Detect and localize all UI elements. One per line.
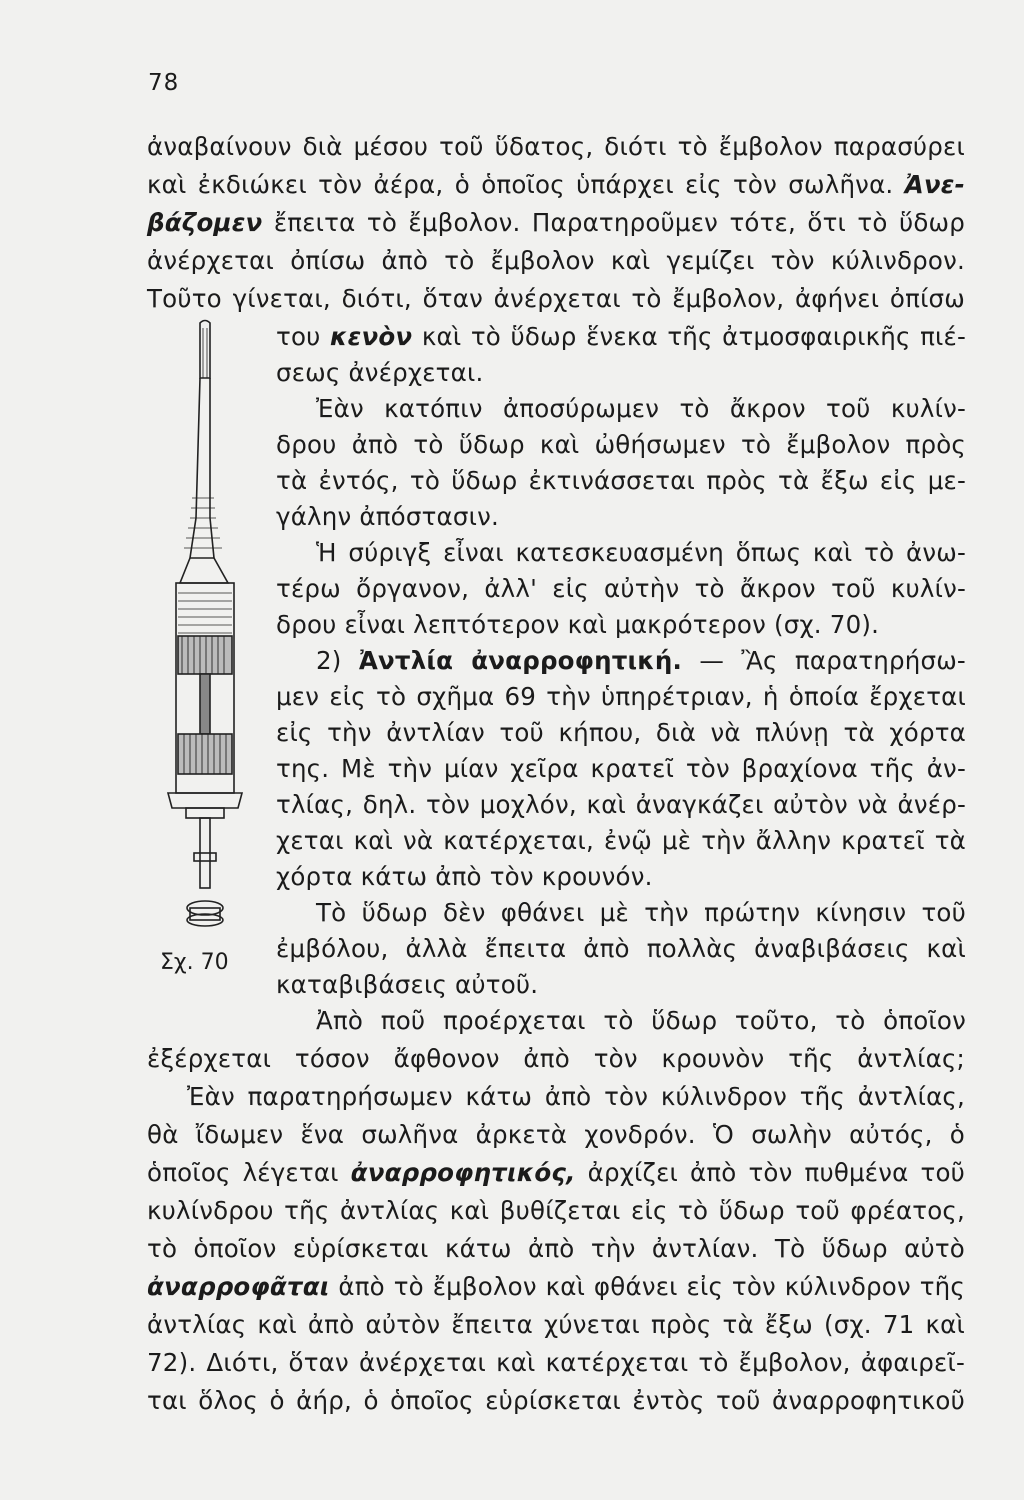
text-line: δρου ἀπὸ τὸ ὕδωρ καὶ ὠθήσωμεν τὸ ἔμβολον πρὸς	[276, 430, 966, 459]
text-line: κυλίνδρου τῆς ἀντλίας καὶ βυθίζεται εἰς τὸ ὕδωρ τοῦ φρέατος,	[147, 1196, 965, 1225]
text-line: ἐμβόλου, ἀλλὰ ἔπειτα ἀπὸ πολλὰς ἀναβιβάσεις καὶ	[276, 934, 966, 963]
text-line: του κενὸν καὶ τὸ ὕδωρ ἕνεκα τῆς ἀτμοσφαιρικῆς πιέ-	[276, 322, 966, 351]
text-line: χεται καὶ νὰ κατέρχεται, ἐνῷ μὲ τὴν ἄλλην κρατεῖ τὰ	[276, 826, 966, 855]
text-line: μεν εἰς τὸ σχῆμα 69 τὴν ὑπηρέτριαν, ἡ ὁποία ἔρχεται	[276, 682, 966, 711]
text-line: Τὸ ὕδωρ δὲν φθάνει μὲ τὴν πρώτην κίνησιν τοῦ	[316, 898, 966, 927]
text-line: ἀναβαίνουν διὰ μέσου τοῦ ὕδατος, διότι τὸ ἔμβολον παρασύρει	[147, 132, 965, 161]
text-line: ται ὅλος ὁ ἀήρ, ὁ ὁποῖος εὑρίσκεται ἐντὸς τοῦ ἀναρροφητικοῦ	[147, 1386, 965, 1415]
text-line: εἰς τὴν ἀντλίαν τοῦ κήπου, διὰ νὰ πλύνῃ τὰ χόρτα	[276, 718, 966, 747]
text-line: Ἀπὸ ποῦ προέρχεται τὸ ὕδωρ τοῦτο, τὸ ὁποῖον	[316, 1006, 966, 1035]
text-line: τὸ ὁποῖον εὑρίσκεται κάτω ἀπὸ τὴν ἀντλίαν. Τὸ ὕδωρ αὐτὸ	[147, 1234, 965, 1263]
text-line: καὶ ἐκδιώκει τὸν ἀέρα, ὁ ὁποῖος ὑπάρχει εἰς τὸν σωλῆνα. Ἀνε-	[147, 170, 965, 199]
text-line: τὰ ἐντός, τὸ ὕδωρ ἐκτινάσσεται πρὸς τὰ ἔξω εἰς με-	[276, 466, 966, 495]
text-line: ἀναρροφᾶται ἀπὸ τὸ ἔμβολον καὶ φθάνει εἰς τὸν κύλινδρον τῆς	[147, 1272, 965, 1301]
text-line: ὁποῖος λέγεται ἀναρροφητικός, ἀρχίζει ἀπὸ τὸν πυθμένα τοῦ	[147, 1158, 966, 1187]
text-line: καταβιβάσεις αὐτοῦ.	[276, 970, 539, 999]
text-line: θὰ ἴδωμεν ἕνα σωλῆνα ἀρκετὰ χονδρόν. Ὁ σωλὴν αὐτός, ὁ	[147, 1120, 965, 1149]
page-number: 78	[148, 70, 180, 96]
text-line: χόρτα κάτω ἀπὸ τὸν κρουνόν.	[276, 862, 653, 891]
text-line: γάλην ἀπόστασιν.	[276, 502, 499, 531]
syringe-illustration	[150, 318, 260, 933]
text-line: 72). Διότι, ὅταν ἀνέρχεται καὶ κατέρχεται τὸ ἔμβολον, ἀφαιρεῖ-	[147, 1348, 965, 1377]
figure-caption: Σχ. 70	[160, 950, 229, 975]
section-heading-line: 2) Ἀντλία ἀναρροφητική. — Ἂς παρατηρήσω-	[316, 646, 966, 675]
text-line: τέρω ὄργανον, ἀλλ' εἰς αὐτὴν τὸ ἄκρον τοῦ κυλίν-	[276, 574, 966, 603]
text-line: Ἐὰν παρατηρήσωμεν κάτω ἀπὸ τὸν κύλινδρον τῆς ἀντλίας,	[187, 1082, 965, 1111]
text-line: δρου εἶναι λεπτότερον καὶ μακρότερον (σχ. 70).	[276, 610, 880, 639]
text-line: ἀντλίας καὶ ἀπὸ αὐτὸν ἔπειτα χύνεται πρὸς τὰ ἔξω (σχ. 71 καὶ	[147, 1310, 965, 1339]
text-line: βάζομεν ἔπειτα τὸ ἔμβολον. Παρατηροῦμεν τότε, ὅτι τὸ ὕδωρ	[147, 208, 965, 237]
text-line: ἐξέρχεται τόσον ἄφθονον ἀπὸ τὸν κρουνὸν τῆς ἀντλίας;	[147, 1044, 965, 1073]
text-line: τλίας, δηλ. τὸν μοχλόν, καὶ ἀναγκάζει αὐτὸν νὰ ἀνέρ-	[276, 790, 966, 819]
text-line: Τοῦτο γίνεται, διότι, ὅταν ἀνέρχεται τὸ ἔμβολον, ἀφήνει ὀπίσω	[147, 284, 965, 313]
text-line: της. Μὲ τὴν μίαν χεῖρα κρατεῖ τὸν βραχίονα τῆς ἀν-	[276, 754, 966, 783]
text-line: Ἡ σύριγξ εἶναι κατεσκευασμένη ὅπως καὶ τὸ ἀνω-	[316, 538, 966, 567]
text-line: ἀνέρχεται ὀπίσω ἀπὸ τὸ ἔμβολον καὶ γεμίζει τὸν κύλινδρον.	[147, 246, 965, 275]
text-line: Ἐὰν κατόπιν ἀποσύρωμεν τὸ ἄκρον τοῦ κυλίν-	[316, 394, 966, 423]
text-line: σεως ἀνέρχεται.	[276, 358, 484, 387]
